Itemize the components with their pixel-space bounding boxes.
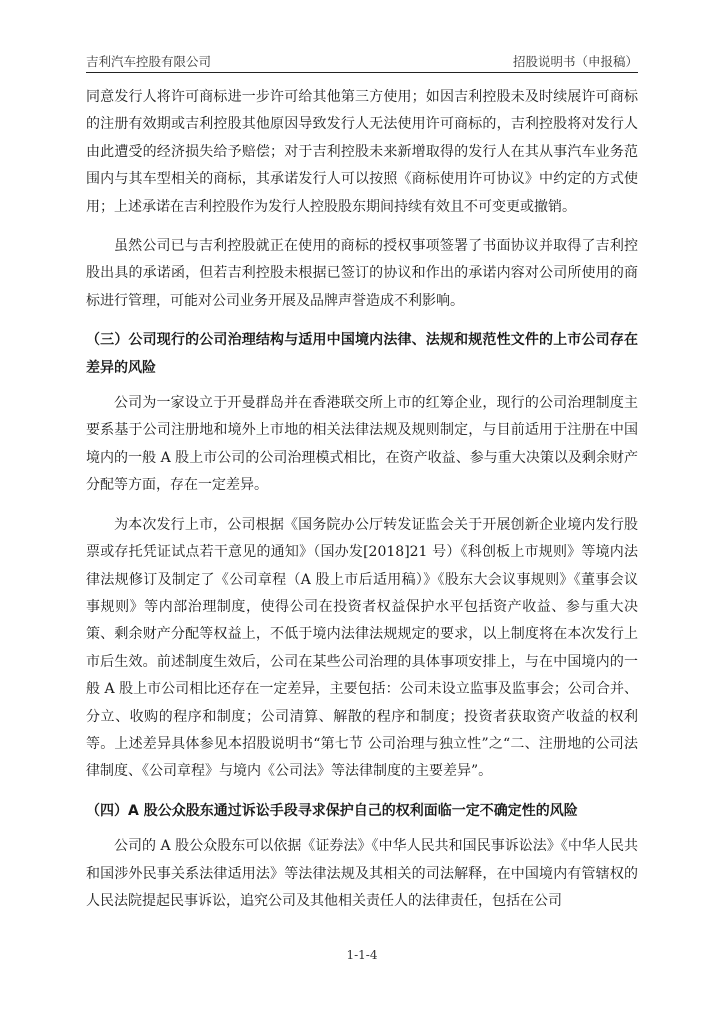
- section-heading-litigation-risk: （四）A 股公众股东通过诉讼手段寻求保护自己的权利面临一定不确定性的风险: [86, 802, 578, 819]
- page-number: 1-1-4: [346, 948, 378, 962]
- paragraph-governance-differences: 公司为一家设立于开曼群岛并在香港联交所上市的红筹企业，现行的公司治理制度主要系基于公司注册地和境外上市地的相关法律法规及规则制定，与目前适用于注册在中国境内的一般 A 股上市公司的公司治理模式相比，在资产收益、参与重大决策以及剩余财产分配等方面，存在一定差异。: [86, 395, 638, 494]
- page-body: [86, 84, 638, 927]
- header-document-title: 招股说明书（申报稿）: [512, 54, 638, 69]
- paragraph-trademark-commitment: 同意发行人将许可商标进一步许可给其他第三方使用；如因吉利控股未及时续展许可商标的注册有效期或吉利控股其他原因导致发行人无法使用许可商标的，吉利控股将对发行人由此遭受的经济损失给予赔偿；对于吉利控股未来新增取得的发行人在其从事汽车业务范围内与其车型相关的商标，其承诺发行人可以按照《商标使用许可协议》中约定的方式使用；上述承诺在吉利控股作为发行人控股股东期间持续有效且不可变更或撤销。: [86, 89, 638, 215]
- paragraph-litigation-rights: 公司的 A 股公众股东可以依据《证券法》《中华人民共和国民事诉讼法》《中华人民共和国涉外民事关系法律适用法》等法律法规及其相关的司法解释，在中国境内有管辖权的人民法院提起民事诉讼，追究公司及其他相关责任人的法律责任，包括在公司: [86, 838, 638, 909]
- paragraph-governance-rules: 为本次发行上市，公司根据《国务院办公厅转发证监会关于开展创新企业境内发行股票或存托凭证试点若干意见的通知》（国办发[2018]21 号）《科创板上市规则》等境内法律法规修订及制定了《公司章程（A 股上市后适用稿）》《股东大会议事规则》《董事会议事规则》等内部治理制度，使得公司在投资者权益保护水平包括资产收益、参与重大决策、剩余财产分配等权益上，不低于境内法律法规规定的要求，以上制度将在本次发行上市后生效。前述制度生效后，公司在某些公司治理的具体事项安排上，与在中国境内的一般 A 股上市公司相比还存在一定差异，主要包括：公司未设立监事及监事会；公司合并、分立、收购的程序和制度；公司清算、解散的程序和制度；投资者获取资产收益的权利等。上述差异具体参见本招股说明书“第七节 公司治理与独立性”之“二、注册地的公司法律制度、《公司章程》与境内《公司法》等法律制度的主要差异”。: [86, 516, 638, 780]
- header-company-name: 吉利汽车控股有限公司: [86, 54, 212, 69]
- section-heading-governance-risk: （三）公司现行的公司治理结构与适用中国境内法律、法规和规范性文件的上市公司存在差异的风险: [86, 332, 638, 376]
- page-header: [86, 50, 638, 70]
- page-footer: [0, 948, 724, 962]
- paragraph-trademark-risk: 虽然公司已与吉利控股就正在使用的商标的授权事项签署了书面协议并取得了吉利控股出具的承诺函，但若吉利控股未根据已签订的协议和作出的承诺内容对公司所使用的商标进行管理，可能对公司业务开展及品牌声誉造成不利影响。: [86, 238, 638, 309]
- header-divider: [86, 72, 638, 73]
